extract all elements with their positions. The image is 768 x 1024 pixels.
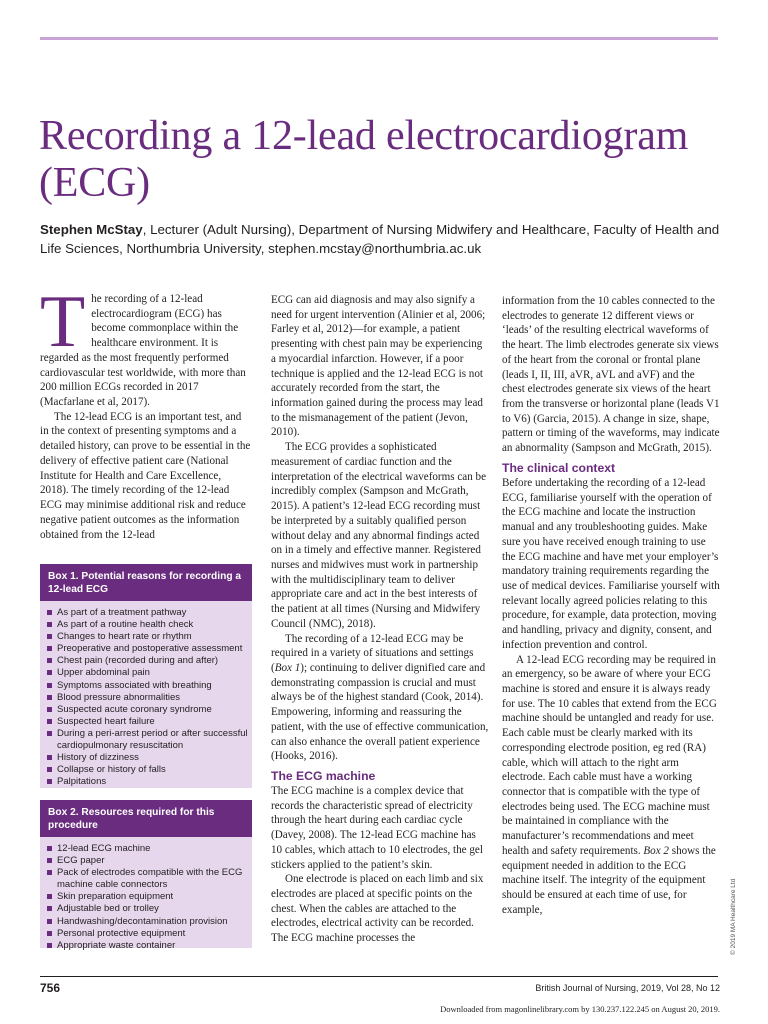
paragraph: Before undertaking the recording of a 12-lead ECG, familiarise yourself with the operation of the ECG machine and locate the instruction manual and any troubleshooting guides. Make sure you have received enough training to use the ECG machine and have met your employer’s mandatory training requirements regarding the use of medical devices. Familiarise yourself with relevant locally agreed policies relating to this procedure, for example, data protection, moving and handling, privacy and dignity, consent, and infection prevention and control. bbox=[502, 476, 720, 651]
paragraph bbox=[502, 653, 720, 918]
box-1-list bbox=[40, 601, 252, 792]
text-run: shows the equipment needed in addition to the ECG machine itself. The integrity of the equipment should be ensured at each time of use, for example, bbox=[502, 844, 716, 916]
paragraph bbox=[271, 632, 489, 764]
list-item: History of dizziness bbox=[47, 752, 248, 764]
column-2 bbox=[271, 293, 489, 946]
author-name: Stephen McStay bbox=[40, 222, 143, 237]
list-item: Upper abdominal pain bbox=[47, 667, 248, 679]
paragraph: The ECG provides a sophisticated measurement of cardiac function and the interpretation of the electrical waveforms can be incredibly complex (Sampson and McGrath, 2015). A patient’s 12-lead ECG recording must be interpreted by a suitably qualified person without delay and any abnormal findings acted on in a timely and effective manner. Registered nurses and midwives must work in partnership with the multidisciplinary team to deliver appropriate care and act in the best interests of the patient at all times (Nursing and Midwifery Council (NMC), 2018). bbox=[271, 441, 486, 630]
paragraph: ECG can aid diagnosis and may also signify a need for urgent intervention (Alinier et al, 2006; Farley et al, 2012)—for example, a patient presenting with chest pain may be experiencing a myocardial infarction. However, if a poor technique is applied and the 12-lead ECG is not accurately recorded from the start, the information gained during the process may lead to the mismanagement of the patient (Jevon, 2010). bbox=[271, 294, 486, 439]
paragraph: The 12-lead ECG is an important test, and in the context of presenting symptoms and a detailed history, can prove to be essential in the delivery of effective patient care (National Institute for Health and Care Excellence, 2018). The timely recording of the 12-lead ECG may minimise additional risk and reduce negative patient outcomes as the information obtained from the 12-lead bbox=[40, 410, 251, 541]
list-item: Symptoms associated with breathing bbox=[47, 680, 248, 692]
article-title: Recording a 12-lead electrocardiogram (ECG) bbox=[39, 113, 689, 206]
list-item: Collapse or history of falls bbox=[47, 764, 248, 776]
box-1 bbox=[40, 564, 252, 788]
box-2-heading: Box 2. Resources required for this procedure bbox=[40, 800, 252, 837]
list-item: Preoperative and postoperative assessment bbox=[47, 643, 248, 655]
list-item: Appropriate waste container bbox=[47, 940, 248, 952]
list-item: Suspected heart failure bbox=[47, 716, 248, 728]
download-notice: Downloaded from magonlinelibrary.com by 130.237.122.245 on August 20, 2019. bbox=[440, 1004, 720, 1014]
list-item: Skin preparation equipment bbox=[47, 891, 248, 903]
list-item: Pack of electrodes compatible with the ECG machine cable connectors bbox=[47, 867, 248, 891]
list-item: As part of a routine health check bbox=[47, 619, 248, 631]
list-item: Chest pain (recorded during and after) bbox=[47, 655, 248, 667]
author-affiliation: , Lecturer (Adult Nursing), Department of Nursing Midwifery and Healthcare, Faculty of Health and Life Sciences, Northumbria University, stephen.mcstay@northumbria.ac.uk bbox=[40, 222, 720, 256]
journal-citation: British Journal of Nursing, 2019, Vol 28, No 12 bbox=[535, 983, 720, 993]
list-item: During a peri-arrest period or after successful cardiopulmonary resuscitation bbox=[47, 728, 248, 752]
box-reference[interactable]: Box 1 bbox=[274, 661, 301, 674]
box-2 bbox=[40, 800, 252, 951]
list-item: Suspected acute coronary syndrome bbox=[47, 704, 248, 716]
list-item: Adjustable bed or trolley bbox=[47, 903, 248, 915]
list-item: Handwashing/decontamination provision bbox=[47, 916, 248, 928]
bottom-rule bbox=[40, 976, 718, 977]
list-item: ECG paper bbox=[47, 855, 248, 867]
box-2-list bbox=[40, 837, 252, 956]
list-item: As part of a treatment pathway bbox=[47, 607, 248, 619]
section-heading: The clinical context bbox=[502, 460, 616, 475]
text-run: ); continuing to deliver dignified care and demonstrating compassion is crucial and must always be of the highest standard (Cook, 2014). Empowering, informing and reassuring the patient, with the use of effective communication, can also enhance the overall patient experience (Hooks, 2016). bbox=[271, 661, 489, 763]
page-number: 756 bbox=[40, 981, 61, 995]
paragraph: he recording of a 12-lead electrocardiogram (ECG) has become commonplace within the healthcare environment. It is regarded as the most frequently performed cardiovascular test worldwide, with more than 200 million ECGs recorded in 2017 (Macfarlane et al, 2017). bbox=[40, 293, 246, 409]
paragraph: information from the 10 cables connected to the electrodes to generate 12 different views or ‘leads’ of the resulting electrical waveforms of the heart. The limb electrodes generate six views of the heart from the coronal or frontal plane (leads I, II, III, aVR, aVL and aVF) and the chest electrodes generate six views of the heart from the transverse or horizontal plane (leads V1 to V6) (Garcia, 2015). A change in size, shape, pattern or timing of the waveforms, may indicate an abnormality (Sampson and McGrath, 2015). bbox=[502, 295, 720, 455]
list-item: Blood pressure abnormalities bbox=[47, 692, 248, 704]
top-rule bbox=[40, 37, 718, 40]
column-3 bbox=[502, 294, 720, 917]
list-item: Changes to heart rate or rhythm bbox=[47, 631, 248, 643]
byline bbox=[40, 220, 720, 258]
box-1-heading: Box 1. Potential reasons for recording a 12-lead ECG bbox=[40, 564, 252, 601]
text-run: The recording of a 12-lead ECG may be required in a variety of situations and settings ( bbox=[271, 632, 474, 674]
copyright-note: © 2019 MA Healthcare Ltd bbox=[730, 878, 737, 955]
paragraph: The ECG machine is a complex device that records the characteristic spread of electricity through the heart during each cardiac cycle (Davey, 2008). The 12-lead ECG machine has 10 cables, which attach to 10 electrodes, the gel stickers applied to the patient’s skin. bbox=[271, 785, 483, 871]
text-run: A 12-lead ECG recording may be required in an emergency, so be aware of where your ECG machine is stored and ensure it is always ready for use. The 10 cables that extend from the ECG machine should be untangled and ready for use. Each cable must be clearly marked with its corresponding electrode position, eg red (RA) cable, which will attach to the right arm electrode. Each cable must have a working connector that is compatible with the type of electrodes being used. The ECG machine must be maintained in compliance with the manufacturer’s recommendations and meet health and safety requirements. bbox=[502, 653, 717, 857]
drop-cap: T bbox=[40, 281, 86, 363]
list-item: 12-lead ECG machine bbox=[47, 843, 248, 855]
list-item: Personal protective equipment bbox=[47, 928, 248, 940]
box-reference[interactable]: Box 2 bbox=[643, 844, 669, 857]
section-heading: The ECG machine bbox=[271, 769, 376, 783]
paragraph: One electrode is placed on each limb and six electrodes are placed at specific points on the chest. When the cables are attached to the electrodes, electrical activity can be recorded. The ECG machine processes the bbox=[271, 873, 484, 945]
list-item: Palpitations bbox=[47, 776, 248, 788]
column-1 bbox=[40, 281, 251, 542]
